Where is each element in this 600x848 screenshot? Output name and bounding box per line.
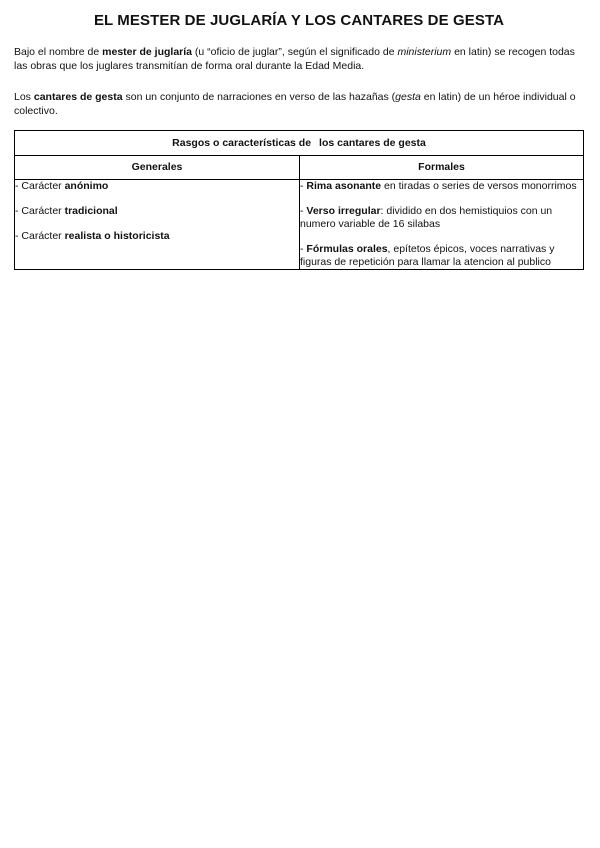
list-item (15, 180, 299, 193)
list-item (15, 205, 299, 218)
item-prefix: - Carácter (15, 205, 65, 217)
para2-italic-term: gesta (395, 91, 421, 103)
item-bold: realista o historicista (64, 230, 170, 242)
para1-italic-term: ministerium (397, 46, 452, 58)
para1-text-c: (u “oficio de juglar”, según el significado de (192, 46, 398, 58)
table-title-row (15, 131, 584, 156)
para1-bold-term: mester de juglaría (102, 46, 193, 58)
table-column-headers (15, 156, 584, 180)
table-title-left: Rasgos o características de (172, 136, 312, 149)
table-title-right: los cantares de gesta (319, 136, 426, 149)
intro-paragraph-cantares (14, 90, 584, 118)
item-bold: tradicional (64, 205, 118, 217)
formales-cell (300, 180, 584, 270)
item-rest: en tiradas o series de versos monorrimos (381, 180, 577, 192)
list-item (300, 243, 583, 269)
item-prefix: - Carácter (15, 180, 65, 192)
item-prefix: - (300, 243, 307, 255)
document-title: EL MESTER DE JUGLARÍA Y LOS CANTARES DE GESTA (93, 12, 505, 29)
list-item (300, 180, 583, 193)
item-prefix: - Carácter (15, 230, 65, 242)
table-title-cell (15, 131, 584, 156)
item-bold: Rima asonante (306, 180, 382, 192)
para2-text-c: son un conjunto de narraciones en verso de las hazañas ( (122, 91, 396, 103)
item-rest: : dividido en dos hemistiquios con un numero variable de 16 silabas (300, 205, 553, 230)
generales-cell (15, 180, 300, 270)
item-prefix: - (300, 180, 307, 192)
item-rest: , epítetos épicos, voces narrativas y figuras de repetición para llamar la atencion al publico (300, 243, 555, 268)
list-item (300, 205, 583, 231)
column-header-formales: Formales (300, 156, 584, 180)
intro-paragraph-mester (14, 45, 584, 73)
item-bold: Verso irregular (306, 205, 381, 217)
para2-bold-term: cantares de gesta (33, 91, 123, 103)
para2-text-e: en latin) de un héroe individual o colectivo. (14, 91, 576, 117)
item-bold: anónimo (64, 180, 109, 192)
traits-table (14, 130, 584, 270)
table-body-row (15, 180, 584, 270)
para2-text-a: Los (14, 91, 34, 103)
column-header-generales: Generales (15, 156, 300, 180)
document-page (14, 0, 584, 270)
para1-text-e: en latin) se recogen todas las obras que los juglares transmitían de forma oral durante la Edad Media. (14, 46, 575, 72)
item-prefix: - (300, 205, 307, 217)
para1-text-a: Bajo el nombre de (14, 46, 103, 58)
item-bold: Fórmulas orales (306, 243, 388, 255)
list-item (15, 230, 299, 243)
